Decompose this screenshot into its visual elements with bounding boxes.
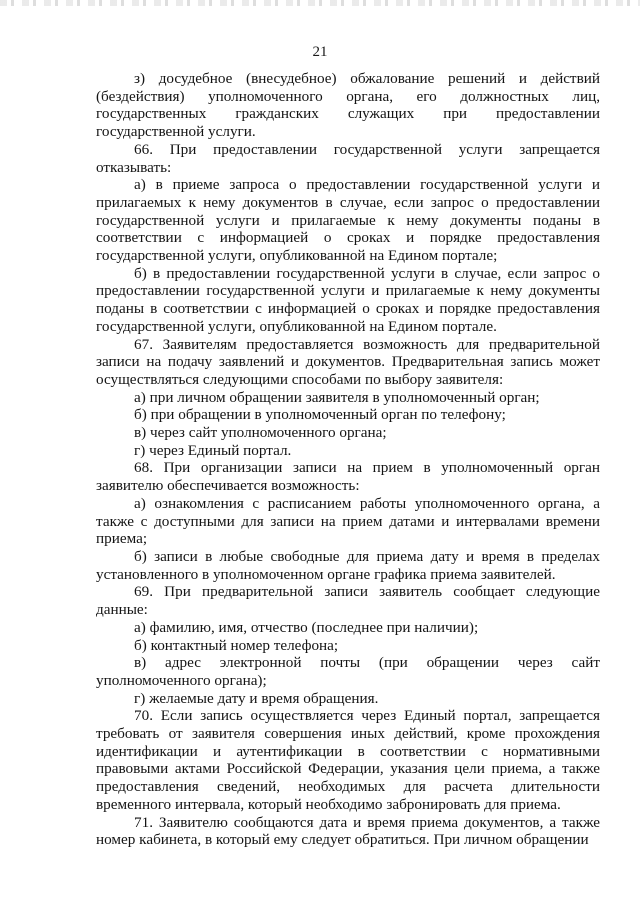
page-number: 21	[312, 44, 328, 60]
paragraph-69: 69. При предварительной записи заявитель сообщает следующие данные:	[96, 583, 600, 619]
paragraph-67-g: г) через Единый портал.	[134, 441, 292, 459]
paragraph-67-a: а) при личном обращении заявителя в уполномоченный орган;	[134, 388, 540, 406]
paragraph-68: 68. При организации записи на прием в уполномоченный орган заявителю обеспечивается возможность:	[96, 459, 600, 495]
paragraph-67-v: в) через сайт уполномоченного органа;	[134, 424, 387, 442]
paragraph-66: 66. При предоставлении государственной услуги запрещается отказывать:	[96, 140, 600, 176]
paragraph-68-a: а) ознакомления с расписанием работы уполномоченного органа, а также с доступными для записи на прием датами и интервалами времени приема;	[96, 494, 600, 548]
document-body	[96, 70, 600, 849]
paragraph-66-b: б) в предоставлении государственной услуги в случае, если запрос о предоставлении государственной услуги и прилагаемые к нему документы поданы в соответствии с информацией о сроках и порядке предоставления государственной услуги, опубликованной на Едином портале.	[96, 264, 600, 335]
paragraph-71: 71. Заявителю сообщаются дата и время приема документов, а также номер кабинета, в который ему следует обратиться. При личном обращении	[96, 813, 600, 849]
paragraph-z-appeal: з) досудебное (внесудебное) обжалование решений и действий (бездействия) уполномоченного органа, его должностных лиц, государственных гражданских служащих при предоставлении государственной услуги.	[96, 70, 600, 141]
paragraph-70: 70. Если запись осуществляется через Единый портал, запрещается требовать от заявителя совершения иных действий, кроме прохождения идентификации и аутентификации в соответствии с нормативными правовыми актами Российской Федерации, указания цели приема, а также предоставления сведений, необходимых для расчета длительности временного интервала, который необходимо забронировать для приема.	[96, 707, 600, 813]
paragraph-69-g: г) желаемые дату и время обращения.	[134, 689, 379, 707]
paragraph-66-a: а) в приеме запроса о предоставлении государственной услуги и прилагаемых к нему документов в случае, если запрос о предоставлении государственной услуги и прилагаемые к нему документы поданы в соответствии с информацией о сроках и порядке предоставления государственной услуги, опубликованной на Едином портале;	[96, 176, 600, 265]
scan-top-edge	[0, 0, 640, 6]
paragraph-69-a: а) фамилию, имя, отчество (последнее при наличии);	[134, 618, 479, 636]
paragraph-68-b: б) записи в любые свободные для приема дату и время в пределах установленного в уполномоченном органе графика приема заявителей.	[96, 547, 600, 583]
paragraph-67-b: б) при обращении в уполномоченный орган по телефону;	[134, 406, 506, 424]
paragraph-69-b: б) контактный номер телефона;	[134, 636, 339, 654]
paragraph-69-v: в) адрес электронной почты (при обращении через сайт уполномоченного органа);	[96, 654, 600, 689]
paragraph-67: 67. Заявителям предоставляется возможность для предварительной записи на подачу заявлений и документов. Предварительная запись может осуществляться следующими способами по выбору заявителя:	[96, 335, 600, 388]
